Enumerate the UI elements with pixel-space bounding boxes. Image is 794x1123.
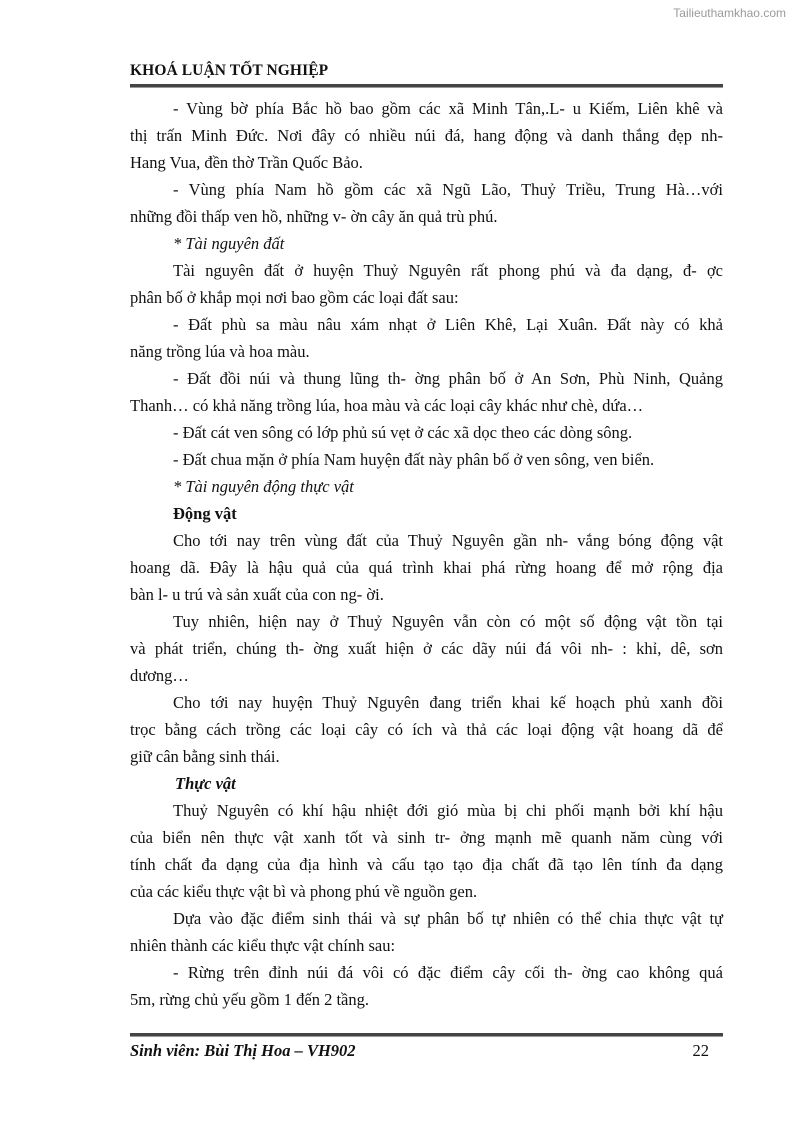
page-footer — [130, 1033, 723, 1061]
paragraph — [130, 689, 723, 770]
section-heading — [130, 473, 723, 500]
text-line: Hang Vua, đền thờ Trần Quốc Bảo. — [130, 153, 363, 172]
text-line: - Vùng bờ phía Bắc hồ bao gồm các xã Minh Tân,.L- u Kiếm, Liên khê và — [173, 99, 723, 118]
text-line: - Rừng trên đỉnh núi đá vôi có đặc điểm cây cối th- ờng cao không quá — [173, 963, 723, 982]
text-line: của biển nên thực vật xanh tốt và sinh tr- ởng mạnh mẽ quanh năm cùng với — [130, 828, 723, 847]
text-line: dương… — [130, 666, 189, 685]
text-line: Cho tới nay trên vùng đất của Thuỷ Nguyên gần nh- vắng bóng động vật — [173, 531, 723, 550]
header-rule — [130, 84, 723, 88]
text-line: - Đất đồi núi và thung lũng th- ờng phân bố ở An Sơn, Phù Ninh, Quảng — [173, 369, 723, 388]
paragraph — [130, 905, 723, 959]
text-line: - Vùng phía Nam hồ gồm các xã Ngũ Lão, Thuỷ Triều, Trung Hà…với — [173, 180, 723, 199]
section-heading — [130, 500, 723, 527]
text-line: thị trấn Minh Đức. Nơi đây có nhiều núi đá, hang động và danh thắng đẹp nh- — [130, 126, 723, 145]
page-number: 22 — [692, 1041, 709, 1060]
paragraph — [130, 446, 723, 473]
text-line: Thực vật — [175, 774, 236, 793]
paragraph — [130, 608, 723, 689]
text-line: giữ cân bằng sinh thái. — [130, 747, 280, 766]
paragraph — [130, 257, 723, 311]
watermark: Tailieuthamkhao.com — [673, 6, 786, 20]
text-line: năng trồng lúa và hoa màu. — [130, 342, 310, 361]
text-line: 5m, rừng chủ yếu gồm 1 đến 2 tầng. — [130, 990, 369, 1009]
text-line: Tuy nhiên, hiện nay ở Thuỷ Nguyên vẫn còn có một số động vật tồn tại — [173, 612, 723, 631]
paragraph — [130, 527, 723, 608]
text-line: bàn l- u trú và sản xuất của con ng- ời. — [130, 585, 384, 604]
text-line: Dựa vào đặc điểm sinh thái và sự phân bố tự nhiên có thể chia thực vật tự — [173, 909, 723, 928]
text-line: tính chất đa dạng của địa hình và cấu tạo tạo địa chất đã tạo lên tính đa dạng — [130, 855, 723, 874]
footer-rule — [130, 1033, 723, 1037]
paragraph — [130, 365, 723, 419]
text-line: những đồi thấp ven hồ, những v- ờn cây ăn quả trù phú. — [130, 207, 498, 226]
text-line: phân bố ở khắp mọi nơi bao gồm các loại đất sau: — [130, 288, 459, 307]
text-line: hoang dã. Đây là hậu quả của quá trình khai phá rừng hoang để mở rộng địa — [130, 558, 723, 577]
text-line: trọc bằng cách trồng các loại cây có ích và thả các loại động vật hoang dã để — [130, 720, 723, 739]
text-line: Tài nguyên đất ở huyện Thuỷ Nguyên rất phong phú và đa dạng, đ- ợc — [173, 261, 723, 280]
text-line: Động vật — [173, 504, 237, 523]
header-title: KHOÁ LUẬN TỐT NGHIỆP — [130, 62, 329, 79]
text-line: - Đất chua mặn ở phía Nam huyện đất này phân bố ở ven sông, ven biển. — [173, 450, 655, 469]
text-line: và phát triển, chúng th- ờng xuất hiện ở các dãy núi đá vôi nh- : khỉ, dê, sơn — [130, 639, 723, 658]
section-heading — [130, 230, 723, 257]
text-line: của các kiểu thực vật bì và phong phú về nguồn gen. — [130, 882, 478, 901]
text-line: Thanh… có khả năng trồng lúa, hoa màu và các loại cây khác như chè, dứa… — [130, 396, 644, 415]
text-line: Thuỷ Nguyên có khí hậu nhiệt đới gió mùa bị chi phối mạnh bởi khí hậu — [173, 801, 723, 820]
paragraph — [130, 959, 723, 1013]
text-line: - Đất phù sa màu nâu xám nhạt ở Liên Khê, Lại Xuân. Đất này có khả — [173, 315, 723, 334]
page-header — [130, 62, 723, 88]
paragraph — [130, 95, 723, 176]
section-heading — [130, 770, 723, 797]
paragraph — [130, 311, 723, 365]
text-line: - Đất cát ven sông có lớp phủ sú vẹt ở các xã dọc theo các dòng sông. — [173, 423, 633, 442]
paragraph — [130, 176, 723, 230]
text-line: * Tài nguyên động thực vật — [173, 477, 354, 496]
paragraph — [130, 419, 723, 446]
text-line: nhiên thành các kiểu thực vật chính sau: — [130, 936, 396, 955]
document-body — [130, 95, 723, 1013]
text-line: * Tài nguyên đất — [173, 234, 285, 253]
text-line: Cho tới nay huyện Thuỷ Nguyên đang triển khai kế hoạch phủ xanh đồi — [173, 693, 723, 712]
paragraph — [130, 797, 723, 905]
footer-student: Sinh viên: Bùi Thị Hoa – VH902 — [130, 1041, 356, 1060]
